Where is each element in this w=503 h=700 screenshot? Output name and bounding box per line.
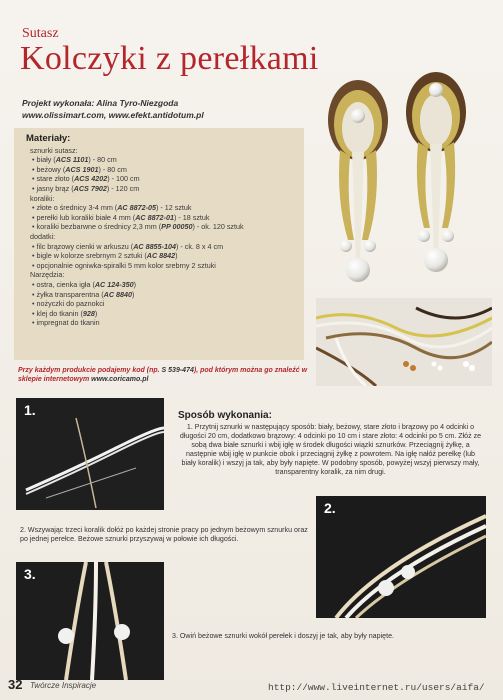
material-item-code: 928 [82, 308, 95, 318]
material-item [32, 155, 296, 165]
material-item-code: AC 8840 [103, 289, 133, 299]
material-item [32, 184, 296, 194]
material-item-pre: jasny brąz ( [36, 183, 74, 193]
material-item-post: ) - ck. 8 x 4 cm [175, 241, 224, 251]
material-item-post: ) - ok. 120 sztuk [192, 222, 244, 232]
materials-section-label: sznurki sutasz: [30, 145, 78, 155]
material-item-pre: ostra, cienka igła ( [36, 279, 95, 289]
materials-list [22, 146, 296, 328]
material-item [32, 203, 296, 213]
material-item [32, 299, 296, 309]
step-2-image [316, 496, 486, 618]
method-heading: Sposób wykonania: [178, 410, 272, 421]
kicker-label: Sutasz [22, 26, 59, 41]
material-item-pre: filc brązowy cienki w arkuszu ( [36, 241, 134, 251]
step-1-image [16, 398, 164, 510]
material-item [32, 309, 296, 319]
material-item-code: AC 124-350 [94, 279, 134, 289]
note-code: S 539-474 [161, 367, 194, 374]
material-item-code: AC 8855-104 [133, 241, 176, 251]
step-3-photo [16, 562, 164, 680]
material-item-pre: koraliki bezbarwne o średnicy 2,3 mm ( [36, 222, 162, 232]
material-item-code: AC 8842 [146, 251, 176, 261]
material-item-pre: impregnat do tkanin [36, 318, 100, 328]
material-item-code: AC 8872-01 [135, 212, 174, 222]
page-title: Kolczyki z perełkami [20, 40, 319, 77]
material-item-code: AC 8872-05 [117, 203, 156, 213]
step-2-number: 2. [324, 500, 336, 516]
material-item-pre: perełki lub koraliki białe 4 mm ( [36, 212, 136, 222]
material-item-code: ACS 4202 [74, 174, 108, 184]
right-earring [406, 72, 466, 272]
material-item-post: ) [133, 279, 137, 289]
author-line: Projekt wykonała: Alina Tyro-Niezgoda [22, 98, 179, 108]
material-item-post: ) [132, 289, 135, 299]
material-item-post: ) - 80 cm [98, 164, 127, 174]
step-1-text: 1. Przytnij sznurki w następujący sposób: biały, beżowy, stare złoto i brązowy po 4 odcinki o długości 20 cm, dodatkowo brązowy: 4 odcinki po 10 cm i stare złoto: 4 odcinki po 5 cm. Złóż ze sobą dwa białe sznurki i wbij igłę w środek długości wiązki sznurków. Przeciągnij żyłkę, a następnie wbij igłę w punkcie obok i przeciągnij żyłkę z powrotem. Na igłę nałóż perełkę (lub biały koralik) i wszyj ja tak, aby były napięte. W podobny sposób, powyżej wszyj pierwszy mały, transparentny koralik, za nim drugi. [179, 423, 482, 477]
material-item-pre: stare złoto ( [36, 174, 75, 184]
material-item-post: ) - 12 sztuk [155, 203, 192, 213]
material-item-code: ACS 7902 [73, 183, 107, 193]
material-item [32, 280, 296, 290]
material-item [32, 290, 296, 300]
supplies-photo [316, 298, 492, 386]
material-item [32, 251, 296, 261]
material-item-pre: nożyczki do paznokci [36, 299, 105, 309]
material-item-post: ) - 18 sztuk [173, 212, 210, 222]
material-item [32, 174, 296, 184]
material-item-pre: biały ( [36, 155, 56, 165]
step-1-photo [16, 398, 164, 510]
note-text-2: ), pod którym można go znaleźć w sklepie internetowym [18, 367, 308, 383]
material-item [32, 165, 296, 175]
product-code-note [18, 366, 318, 384]
step-3-text: 3. Owiń beżowe sznurki wokół perełek i doszyj je tak, aby były napięte. [172, 632, 394, 640]
page-number: 32 [8, 677, 23, 692]
magazine-name: Twórcze Inspiracje [30, 681, 97, 690]
note-site-link: www.coricamo.pl [91, 376, 149, 383]
material-item-post: ) - 80 cm [88, 155, 117, 165]
material-item-code: ACS 1101 [55, 155, 89, 165]
material-item-pre: złote o średnicy 3-4 mm ( [36, 203, 118, 213]
material-item-code: PP 00050 [161, 222, 193, 232]
material-item-code: ACS 1901 [65, 164, 99, 174]
material-item [32, 318, 296, 328]
material-item [32, 242, 296, 252]
material-item-post: ) - 100 cm [107, 174, 140, 184]
note-text-1: Przy każdym produkcie podajemy kod (np. [18, 367, 162, 374]
step-2-photo [316, 496, 486, 618]
material-item-post: ) - 120 cm [106, 183, 140, 193]
watermark-url: http://www.liveinternet.ru/users/aifa/ [268, 682, 485, 693]
material-item-pre: beżowy ( [36, 164, 66, 174]
material-item-pre: bigle w kolorze srebrnym 2 sztuki ( [36, 251, 147, 261]
materials-section-label: dodatki: [30, 231, 56, 241]
left-earring [328, 80, 388, 282]
earrings-photo [318, 60, 478, 292]
material-item-post: ) [94, 308, 98, 318]
materials-box [14, 128, 304, 360]
step-2-text: 2. Wszywając trzeci koralik dołóż po każdej stronie pracy po jednym beżowym sznurku oraz po jednej perełce. Beżowe sznurki przyszywaj w połowie ich długości. [20, 526, 308, 544]
material-item [32, 213, 296, 223]
step-3-number: 3. [24, 566, 36, 582]
author-websites: www.olissimart.com, www.efekt.antidotum.pl [22, 110, 204, 120]
material-item-pre: klej do tkanin ( [36, 308, 83, 318]
materials-section-label: koraliki: [30, 193, 55, 203]
material-item-post: ) [175, 251, 178, 261]
material-item [32, 261, 296, 271]
material-item-pre: żyłka transparentna ( [36, 289, 104, 299]
step-1-number: 1. [24, 402, 36, 418]
materials-heading: Materiały: [26, 133, 71, 144]
step-3-image [16, 562, 164, 680]
material-item [32, 222, 296, 232]
material-item-pre: opcjonalnie ogniwka-spiralki 5 mm kolor srebrny 2 sztuki [36, 260, 216, 270]
materials-section-label: Narzędzia: [30, 270, 65, 280]
